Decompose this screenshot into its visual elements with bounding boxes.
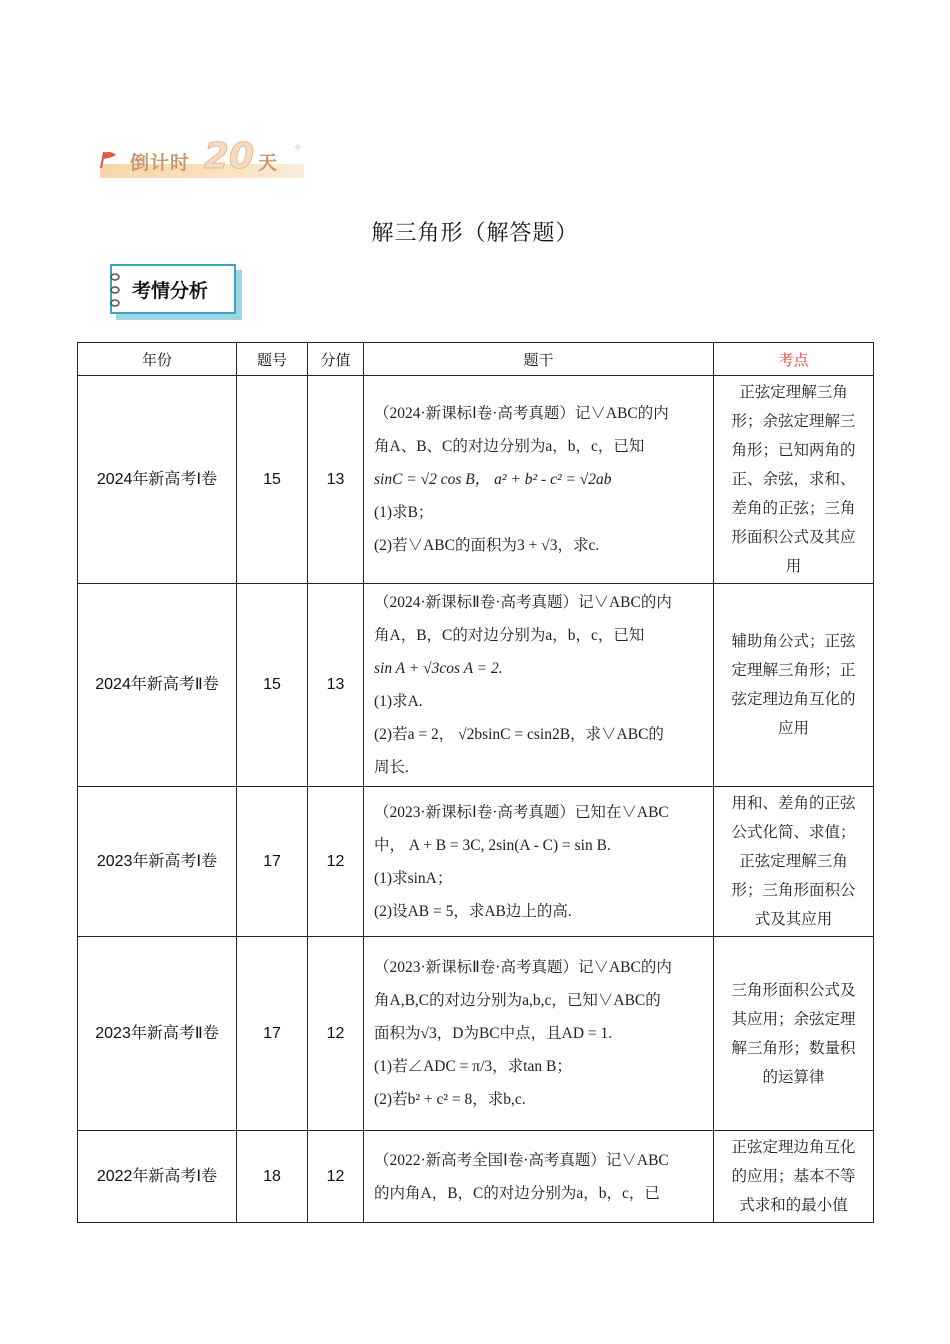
stem-line: (1)求A. — [374, 693, 423, 710]
cell-year: 2023年新高考Ⅰ卷 — [78, 787, 237, 937]
stem-line: 角A，B，C的对边分别为a，b，c，已知 — [374, 627, 645, 644]
stem-line: （2023·新课标Ⅰ卷·高考真题）已知在∨ABC — [374, 803, 669, 821]
header-score: 分值 — [308, 343, 364, 376]
stem-line: (2)若∨ABC的面积为3 + √3，求c. — [374, 537, 600, 554]
cell-year: 2023年新高考Ⅱ卷 — [78, 937, 237, 1131]
header-points: 考点 — [714, 343, 874, 376]
header-year: 年份 — [78, 343, 237, 376]
stem-line: sinC = √2 cos B， a² + b² - c² = √2ab — [374, 471, 612, 488]
cell-score: 13 — [308, 376, 364, 584]
table-row — [78, 376, 874, 584]
banner-suffix: 天 — [258, 152, 278, 174]
cell-year: 2022年新高考Ⅰ卷 — [78, 1131, 237, 1223]
table-row — [78, 1131, 874, 1223]
table-header-row — [78, 343, 874, 376]
banner-prefix: 倒计时 — [130, 152, 191, 174]
stem-line: (2)若b² + c² = 8，求b,c. — [374, 1091, 526, 1108]
stem-line: 中， A + B = 3C, 2sin(A - C) = sin B. — [374, 836, 611, 854]
header-stem: 题干 — [364, 343, 714, 376]
stem-line: (1)求B； — [374, 504, 434, 521]
stem-line: 周长. — [374, 759, 409, 776]
flag-icon — [98, 150, 120, 170]
cell-num: 15 — [237, 584, 308, 787]
cell-stem — [364, 1131, 714, 1223]
stem-line: （2023·新课标Ⅱ卷·高考真题）记∨ABC的内 — [374, 959, 672, 976]
cell-points: 三角形面积公式及其应用；余弦定理解三角形；数量积的运算律 — [714, 937, 874, 1131]
exam-analysis-table — [77, 342, 874, 1223]
cell-points: 正弦定理边角互化的应用；基本不等式求和的最小值 — [714, 1131, 874, 1223]
cell-score: 12 — [308, 937, 364, 1131]
stem-line: (2)设AB = 5，求AB边上的高. — [374, 902, 572, 920]
cell-num: 15 — [237, 376, 308, 584]
cell-points: 辅助角公式；正弦定理解三角形；正弦定理边角互化的应用 — [714, 584, 874, 787]
stem-line: sin A + √3cos A = 2. — [374, 660, 503, 677]
notebook-rings-icon — [108, 272, 122, 308]
table-row — [78, 584, 874, 787]
cell-stem — [364, 376, 714, 584]
banner-number: 20 — [204, 136, 255, 177]
section-badge — [110, 264, 244, 320]
stem-line: （2022·新高考全国Ⅰ卷·高考真题）记∨ABC — [374, 1151, 669, 1169]
cell-score: 12 — [308, 787, 364, 937]
cell-num: 17 — [237, 937, 308, 1131]
stem-line: （2024·新课标Ⅱ卷·高考真题）记∨ABC的内 — [374, 594, 672, 611]
section-title: 考情分析 — [132, 280, 209, 302]
stem-line: 角A,B,C的对边分别为a,b,c，已知∨ABC的 — [374, 992, 661, 1009]
cell-num: 17 — [237, 787, 308, 937]
cell-stem — [364, 787, 714, 937]
stem-line: (1)若∠ADC = π/3，求tan B； — [374, 1058, 572, 1075]
stem-line: (1)求sinA； — [374, 869, 453, 887]
cell-stem — [364, 584, 714, 787]
cell-year: 2024年新高考Ⅱ卷 — [78, 584, 237, 787]
cell-points: 正弦定理解三角形；余弦定理解三角形；已知两角的正、余弦，求和、差角的正弦；三角形面积公式及其应用 — [714, 376, 874, 584]
cell-num: 18 — [237, 1131, 308, 1223]
stem-line: 角A、B、C的对边分别为a，b，c，已知 — [374, 438, 645, 455]
table-row — [78, 937, 874, 1131]
table-row — [78, 787, 874, 937]
cell-score: 13 — [308, 584, 364, 787]
stem-line: (2)若a = 2， √2bsinC = csin2B，求∨ABC的 — [374, 726, 664, 743]
countdown-banner — [96, 138, 308, 184]
cell-stem — [364, 937, 714, 1131]
stem-line: 的内角A，B，C的对边分别为a，b，c，已 — [374, 1184, 660, 1202]
cell-year: 2024年新高考Ⅰ卷 — [78, 376, 237, 584]
stem-line: 面积为√3，D为BC中点，且AD = 1. — [374, 1025, 613, 1042]
cell-points: 用和、差角的正弦公式化简、求值；正弦定理解三角形；三角形面积公式及其应用 — [714, 787, 874, 937]
cell-score: 12 — [308, 1131, 364, 1223]
sparkle-icon: ✦ — [292, 140, 304, 156]
stem-line: （2024·新课标Ⅰ卷·高考真题）记∨ABC的内 — [374, 405, 669, 422]
header-num: 题号 — [237, 343, 308, 376]
page-title: 解三角形（解答题） — [371, 221, 579, 246]
